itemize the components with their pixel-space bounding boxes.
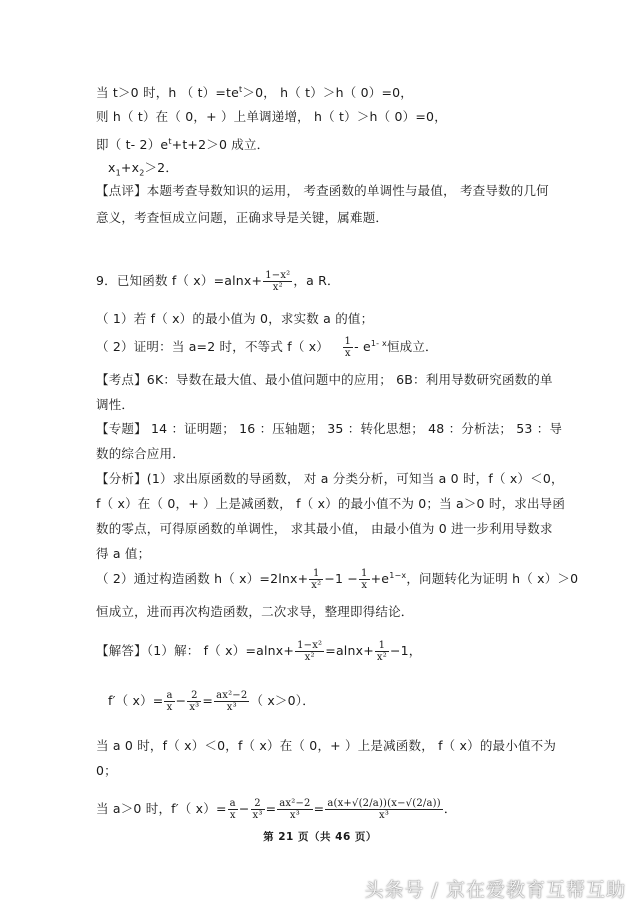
fraction: $\frac{2}{\text{x³}}$ xyxy=(189,690,200,713)
fraction: $\frac{\text{1−x²}}{\text{x²}}$ xyxy=(297,640,323,663)
kaodian-line: 调性． xyxy=(96,397,135,412)
analysis-line: f（ x）在（ 0，+ ）上是减函数， f（ x）的最小值不为 0；当 a＞0 时，求出导函 xyxy=(96,496,566,511)
solution-line: 当 a 0 时，f（ x）＜0，f（ x）在（ 0，+ ）上是减函数， f（ x）的最小值不为 xyxy=(96,738,557,753)
solution-line: f′（ x）= $\frac{a}{x}$ − $\frac{2}{\text{x³}}$ = $\frac{\text{ax²−2}}{\text{x³}}$ （ x＞0）． xyxy=(108,690,315,713)
question-part: （ 2）证明：当 a=2 时，不等式 f（ x） $\frac{1}{x}$ - $e^{1- x}$恒成立． xyxy=(96,336,438,360)
fraction: $\frac{1}{\text{x²}}$ xyxy=(376,640,387,663)
analysis-line: （ 2）通过构造函数 h（ x）=2lnx+ $\frac{1}{\text{x²}}$ −1 − $\frac{1}{x}$ $+e^{1-x}$，问题转化为证明 h（ x）＞0 xyxy=(96,568,579,592)
kaodian-line: 【考点】6K：导数在最大值、最小值问题中的应用； 6B：利用导数研究函数的单 xyxy=(96,372,553,387)
text-line: 即（ t- $2)e^t+t+2>0$ 成立． xyxy=(96,137,270,153)
question-part: （ 1）若 f（ x）的最小值为 0，求实数 a 的值； xyxy=(96,311,374,326)
fraction: $\frac{a(x+√(2/a))(x-√(2/a))}{\text{x³}}$ xyxy=(327,798,441,821)
fraction: $\frac{\text{ax²−2}}{\text{x³}}$ xyxy=(216,690,248,713)
watermark: 头条号 / 京在爱教育互帮互助 xyxy=(364,879,626,901)
analysis-line: 恒成立，进而再次构造函数，二次求导，整理即得结论． xyxy=(96,604,414,619)
fraction: $\frac{a}{x}$ xyxy=(166,690,173,713)
zhuanti-line: 数的综合应用． xyxy=(96,446,185,461)
page-number: 第 21 页（共 46 页） xyxy=(263,831,377,843)
text-line: $x_1+x_2>2$． xyxy=(108,160,179,178)
fraction: $\frac{a}{x}$ xyxy=(229,798,236,821)
fraction: $\frac{\text{1−x²}}{\text{x²}}$ xyxy=(265,270,291,293)
text-line: 当 t＞0 时，h （ $t)=te^t>0$， h（ t）＞h（ 0）=0， xyxy=(96,85,413,101)
fraction: $\frac{1}{x}$ xyxy=(344,336,352,360)
fraction: $\frac{1}{\text{x²}}$ xyxy=(311,568,322,592)
solution-line: 【解答】（1）解： f（ x）=alnx+ $\frac{\text{1−x²}}{\text{x²}}$ =alnx+ $\frac{1}{\text{x²}}$ −1， xyxy=(96,640,422,663)
fraction: $\frac{2}{\text{x³}}$ xyxy=(252,798,263,821)
comment-line: 【点评】本题考查导数知识的运用， 考查函数的单调性与最值， 考查导数的几何 xyxy=(96,183,549,198)
zhuanti-line: 【专题】 14 ：证明题； 16 ：压轴题； 35 ：转化思想； 48 ：分析法； 53 ：导 xyxy=(96,421,563,436)
text-line: 则 h（ t）在（ 0，+ ）上单调递增， h（ t）＞h（ 0）=0， xyxy=(96,109,447,124)
fraction: $\frac{\text{ax²−2}}{\text{x³}}$ xyxy=(279,798,311,821)
analysis-line: 得 a 值； xyxy=(96,546,151,561)
comment-line: 意义，考查恒成立问题，正确求导是关键，属难题． xyxy=(96,210,389,225)
solution-line: 0； xyxy=(96,763,117,778)
analysis-line: 数的零点，可得原函数的单调性， 求其最小值， 由最小值为 0 进一步利用导数求 xyxy=(96,521,553,536)
fraction: $\frac{1}{x}$ xyxy=(361,568,368,592)
solution-line: 当 a＞0 时，f′（ x）= $\frac{a}{x}$ − $\frac{2}{\text{x³}}$ = $\frac{\text{ax²−2}}{\text{x³}}$ = $\frac{a(x+√(2/a))(x-√(2/a))}{\text{x³}}$ ． xyxy=(96,798,457,821)
question-title: 9．已知函数 f（ x）=alnx+ $\frac{\text{1−x²}}{\text{x²}}$ ，a R． xyxy=(96,270,340,293)
analysis-line: 【分析】(1）求出原函数的导函数， 对 a 分类分析，可知当 a 0 时，f（ x）＜0， xyxy=(96,471,564,486)
